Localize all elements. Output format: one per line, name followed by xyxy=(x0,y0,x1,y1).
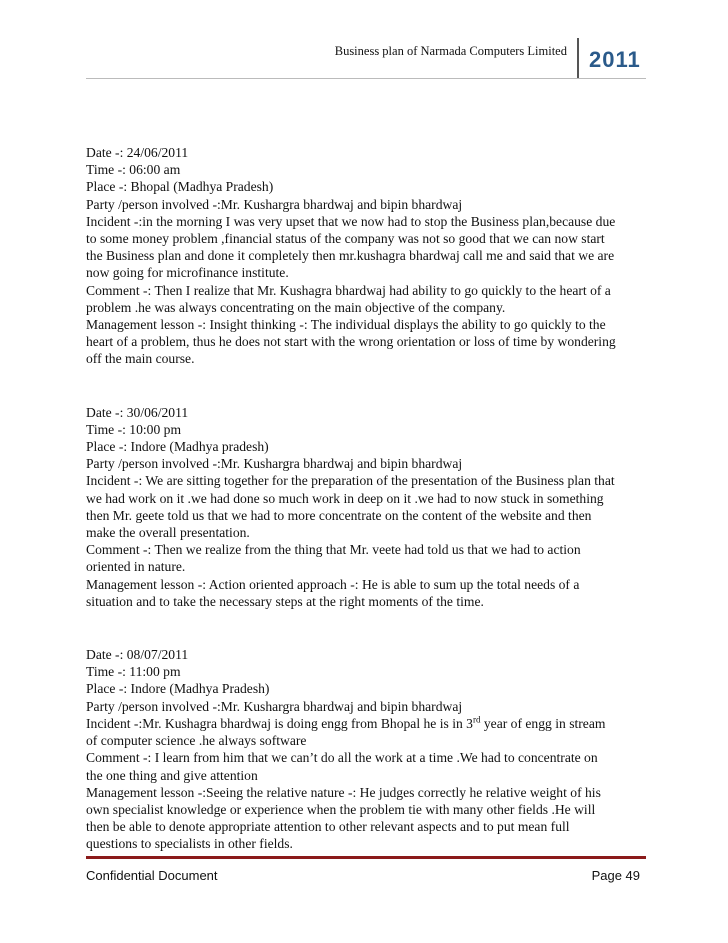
footer-page-number: Page 49 xyxy=(591,868,640,883)
entry-time: Time -: 11:00 pm xyxy=(86,664,181,680)
footer-rule xyxy=(86,856,646,859)
ordinal-superscript: rd xyxy=(472,714,481,725)
entry-date: Date -: 08/07/2011 xyxy=(86,647,189,663)
header-title: Business plan of Narmada Computers Limited xyxy=(334,44,567,58)
entry-incident: Incident -: We are sitting together for the preparation of the presentation of the Business plan that xyxy=(86,473,615,489)
entry-time: Time -: 10:00 pm xyxy=(86,421,182,437)
entry-place: Place -: Bhopal (Madhya Pradesh) xyxy=(86,179,274,195)
entry-date: Date -: 24/06/2011 xyxy=(86,145,189,160)
entry-party: Party /person involved -:Mr. Kushargra bhardwaj and bipin bhardwaj xyxy=(86,456,463,472)
entry-text-line: situation and to take the necessary steps at the right moments of the time. xyxy=(86,593,484,609)
entry-lesson: Management lesson -: Insight thinking -: The individual displays the ability to go quickly to the xyxy=(86,317,606,333)
entry-text-line: to some money problem ,financial status of the company was not so good that we can now start xyxy=(86,231,605,247)
entry-text-line: then be able to denote appropriate attention to other relevant aspects and to put mean full xyxy=(86,819,570,835)
entry-incident xyxy=(86,715,642,732)
entry-place: Place -: Indore (Madhya pradesh) xyxy=(86,439,269,455)
entry-place: Place -: Indore (Madhya Pradesh) xyxy=(86,681,270,697)
entry-date: Date -: 30/06/2011 xyxy=(86,404,189,420)
entry-text-line: problem .he was always concentrating on the main objective of the company. xyxy=(86,299,506,315)
footer-confidential-label: Confidential Document xyxy=(86,868,218,883)
entry-comment: Comment -: Then I realize that Mr. Kushagra bhardwaj had ability to go quickly to the heart of a xyxy=(86,282,611,298)
header-rule xyxy=(86,78,646,79)
entry-text-line: of computer science .he always software xyxy=(86,733,307,749)
entry-lesson: Management lesson -:Seeing the relative nature -: He judges correctly he relative weight of his xyxy=(86,784,601,800)
header-year: 2011 xyxy=(589,47,641,72)
entry-text-line: oriented in nature. xyxy=(86,559,186,575)
entry-text-line: then Mr. geete told us that we had to more concentrate on the content of the website and then xyxy=(86,507,592,523)
entry-text-line: the one thing and give attention xyxy=(86,767,258,783)
entry-comment: Comment -: Then we realize from the thing that Mr. veete had told us that we had to action xyxy=(86,542,581,558)
entry-text-line: heart of a problem, thus he does not start with the wrong orientation or loss of time by wondering xyxy=(86,334,616,350)
document-body xyxy=(86,144,642,889)
page-footer xyxy=(86,856,646,883)
entry-text-line: the Business plan and done it completely then mr.kushagra bhardwaj call me and said that we are xyxy=(86,248,615,264)
header-divider xyxy=(577,38,579,78)
diary-entry-3 xyxy=(86,646,642,852)
entry-text-line: questions to specialists in other fields. xyxy=(86,836,293,852)
page-header xyxy=(86,38,646,78)
incident-text-continued: year of engg in stream xyxy=(480,715,606,731)
incident-text: Incident -:Mr. Kushagra bhardwaj is doing engg from Bhopal he is in 3 xyxy=(86,715,473,731)
entry-lesson: Management lesson -: Action oriented approach -: He is able to sum up the total needs of a xyxy=(86,576,580,592)
entry-incident: Incident -:in the morning I was very upset that we now had to stop the Business plan,because due xyxy=(86,213,616,229)
diary-entry-1 xyxy=(86,144,642,368)
entry-text-line: we had work on it .we had done so much work in deep on it .we had to now stuck in something xyxy=(86,490,604,506)
entry-text-line: off the main course. xyxy=(86,351,195,367)
entry-text-line: now going for microfinance institute. xyxy=(86,265,289,281)
entry-party: Party /person involved -:Mr. Kushargra bhardwaj and bipin bhardwaj xyxy=(86,196,463,212)
entry-comment: Comment -: I learn from him that we can’t do all the work at a time .We had to concentrate on xyxy=(86,750,598,766)
entry-time: Time -: 06:00 am xyxy=(86,162,181,178)
entry-party: Party /person involved -:Mr. Kushargra bhardwaj and bipin bhardwaj xyxy=(86,698,463,714)
entry-text-line: make the overall presentation. xyxy=(86,525,250,541)
diary-entry-2 xyxy=(86,404,642,610)
entry-text-line: own specialist knowledge or experience when the problem tie with many other fields .He will xyxy=(86,801,596,817)
